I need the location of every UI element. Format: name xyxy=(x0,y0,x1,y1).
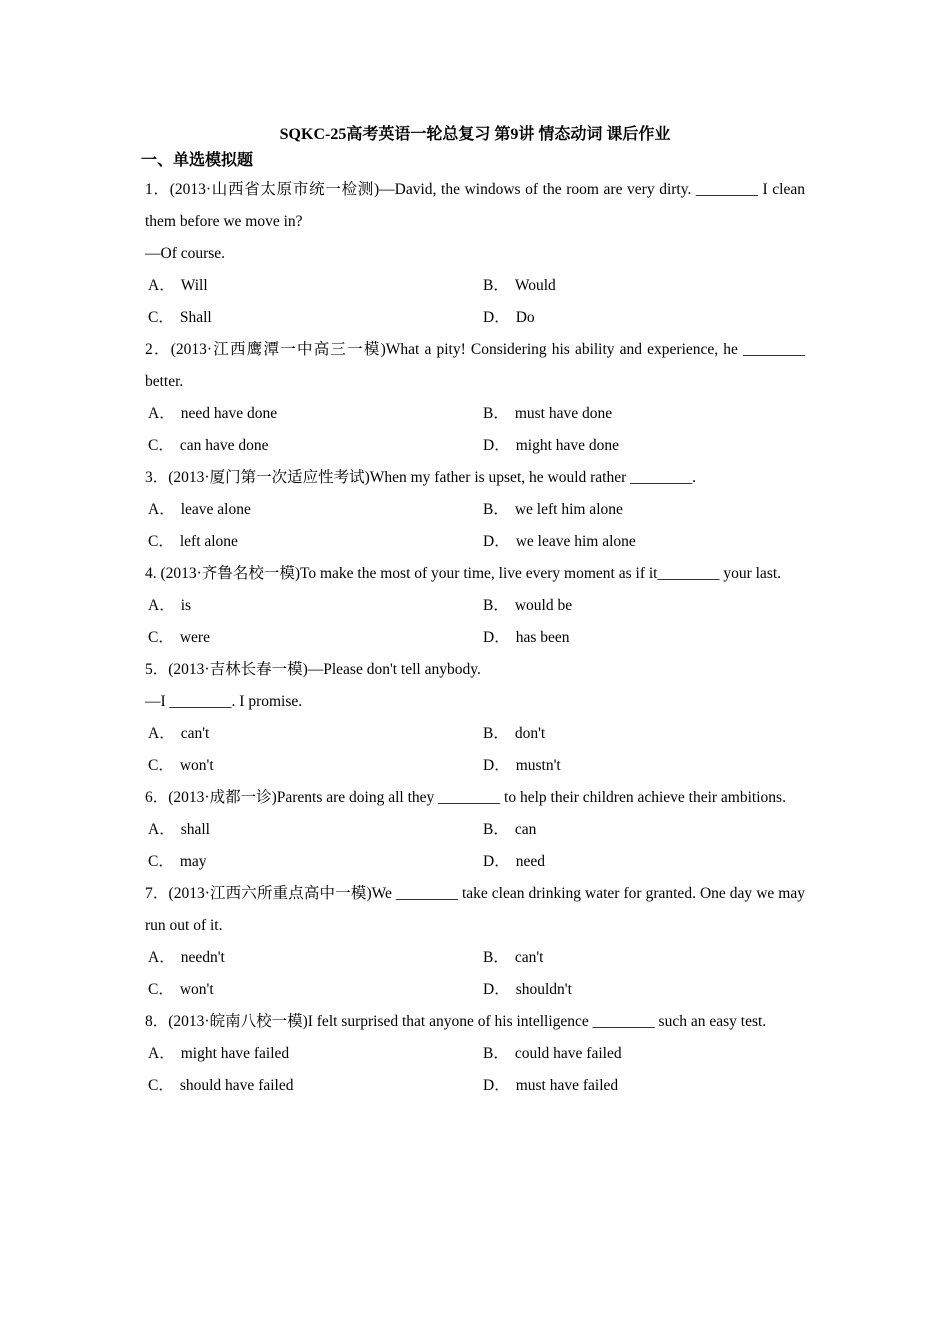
question-1-option-b xyxy=(480,270,805,302)
question-1-option-c xyxy=(145,302,480,334)
question-1 xyxy=(145,174,805,334)
question-6-option-b xyxy=(480,814,805,846)
option-label: B． xyxy=(483,949,509,966)
option-label: A． xyxy=(148,821,175,838)
question-5-option-c xyxy=(145,750,480,782)
option-text: has been xyxy=(515,629,570,646)
question-3-option-c xyxy=(145,526,480,558)
option-label: B． xyxy=(483,597,509,614)
option-label: A． xyxy=(148,1045,175,1062)
question-8-option-d xyxy=(480,1070,805,1102)
option-label: C． xyxy=(148,981,174,998)
question-2-option-b xyxy=(480,398,805,430)
options-grid xyxy=(145,1038,805,1102)
option-text: is xyxy=(180,597,192,614)
question-6 xyxy=(145,782,805,878)
option-text: needn't xyxy=(180,949,225,966)
question-text: 8．(2013·皖南八校一模)I felt surprised that anyone of his intelligence ________ such an easy test. xyxy=(145,1013,767,1030)
question-text: 1．(2013·山西省太原市统一检测)—David, the windows of the room are very dirty. ________ I clean them before we move in? xyxy=(145,181,805,230)
question-5-option-a xyxy=(145,718,480,750)
option-text: left alone xyxy=(179,533,238,550)
question-3-option-d xyxy=(480,526,805,558)
option-text: can have done xyxy=(179,437,269,454)
option-label: B． xyxy=(483,1045,509,1062)
option-text: need xyxy=(515,853,545,870)
option-text: won't xyxy=(179,981,214,998)
options-grid xyxy=(145,398,805,462)
question-7 xyxy=(145,878,805,1006)
question-8 xyxy=(145,1006,805,1102)
question-5 xyxy=(145,654,805,782)
question-text: 5．(2013·吉林长春一模)—Please don't tell anybody. xyxy=(145,661,481,678)
option-text: Shall xyxy=(179,309,212,326)
option-label: B． xyxy=(483,725,509,742)
option-label: C． xyxy=(148,1077,174,1094)
option-text: would be xyxy=(514,597,573,614)
option-text: can't xyxy=(514,949,544,966)
option-text: need have done xyxy=(180,405,278,422)
option-text: should have failed xyxy=(179,1077,294,1094)
option-label: A． xyxy=(148,725,175,742)
question-6-option-d xyxy=(480,846,805,878)
option-label: D． xyxy=(483,629,510,646)
question-text: 2．(2013·江西鹰潭一中高三一模)What a pity! Considering his ability and experience, he ________ better. xyxy=(145,341,805,390)
option-text: mustn't xyxy=(515,757,561,774)
question-2-option-a xyxy=(145,398,480,430)
option-label: D． xyxy=(483,853,510,870)
question-8-option-c xyxy=(145,1070,480,1102)
option-label: A． xyxy=(148,501,175,518)
question-text: —Of course. xyxy=(145,245,226,262)
option-text: must have done xyxy=(514,405,613,422)
options-grid xyxy=(145,942,805,1006)
option-label: A． xyxy=(148,405,175,422)
option-text: shouldn't xyxy=(515,981,572,998)
options-grid xyxy=(145,814,805,878)
option-label: C． xyxy=(148,437,174,454)
option-label: B． xyxy=(483,821,509,838)
question-7-option-b xyxy=(480,942,805,974)
option-text: might have done xyxy=(515,437,620,454)
question-1-option-a xyxy=(145,270,480,302)
option-label: D． xyxy=(483,309,510,326)
option-label: A． xyxy=(148,949,175,966)
option-text: can xyxy=(514,821,537,838)
option-label: C． xyxy=(148,309,174,326)
option-label: D． xyxy=(483,533,510,550)
question-6-option-c xyxy=(145,846,480,878)
question-4-option-d xyxy=(480,622,805,654)
option-label: C． xyxy=(148,757,174,774)
question-8-option-a xyxy=(145,1038,480,1070)
question-5-option-d xyxy=(480,750,805,782)
question-3-option-b xyxy=(480,494,805,526)
option-text: might have failed xyxy=(180,1045,290,1062)
question-3 xyxy=(145,462,805,558)
question-1-option-d xyxy=(480,302,805,334)
question-text: 3．(2013·厦门第一次适应性考试)When my father is upset, he would rather ________. xyxy=(145,469,697,486)
option-label: D． xyxy=(483,437,510,454)
question-2-option-c xyxy=(145,430,480,462)
question-2 xyxy=(145,334,805,462)
question-7-option-c xyxy=(145,974,480,1006)
question-5-option-b xyxy=(480,718,805,750)
option-text: Do xyxy=(515,309,535,326)
option-label: D． xyxy=(483,981,510,998)
option-text: Will xyxy=(180,277,208,294)
option-text: leave alone xyxy=(180,501,251,518)
question-text: —I ________. I promise. xyxy=(145,693,303,710)
option-text: Would xyxy=(514,277,556,294)
section-heading: 一、单选模拟题 xyxy=(141,152,254,169)
question-7-option-a xyxy=(145,942,480,974)
option-label: B． xyxy=(483,277,509,294)
question-3-option-a xyxy=(145,494,480,526)
option-text: could have failed xyxy=(514,1045,622,1062)
questions xyxy=(145,174,805,1102)
question-6-option-a xyxy=(145,814,480,846)
question-4-option-c xyxy=(145,622,480,654)
option-label: B． xyxy=(483,501,509,518)
option-text: can't xyxy=(180,725,210,742)
option-label: A． xyxy=(148,277,175,294)
option-text: don't xyxy=(514,725,546,742)
document-title: SQKC-25高考英语一轮总复习 第9讲 情态动词 课后作业 xyxy=(279,126,671,143)
question-text: 7．(2013·江西六所重点高中一模)We ________ take clean drinking water for granted. One day we may run out of it. xyxy=(145,885,805,934)
option-label: D． xyxy=(483,757,510,774)
option-label: C． xyxy=(148,533,174,550)
question-4-option-a xyxy=(145,590,480,622)
option-label: C． xyxy=(148,853,174,870)
option-text: were xyxy=(179,629,210,646)
option-label: A． xyxy=(148,597,175,614)
options-grid xyxy=(145,718,805,782)
option-text: must have failed xyxy=(515,1077,619,1094)
question-2-option-d xyxy=(480,430,805,462)
option-text: may xyxy=(179,853,207,870)
options-grid xyxy=(145,270,805,334)
option-label: D． xyxy=(483,1077,510,1094)
option-text: shall xyxy=(180,821,210,838)
option-text: we left him alone xyxy=(514,501,623,518)
option-label: C． xyxy=(148,629,174,646)
options-grid xyxy=(145,590,805,654)
question-4 xyxy=(145,558,805,654)
question-8-option-b xyxy=(480,1038,805,1070)
question-text: 6．(2013·成都一诊)Parents are doing all they ________ to help their children achieve their ambitions. xyxy=(145,789,786,806)
option-text: won't xyxy=(179,757,214,774)
question-7-option-d xyxy=(480,974,805,1006)
question-4-option-b xyxy=(480,590,805,622)
option-text: we leave him alone xyxy=(515,533,636,550)
option-label: B． xyxy=(483,405,509,422)
question-text: 4. (2013·齐鲁名校一模)To make the most of your time, live every moment as if it________ your last. xyxy=(145,565,782,582)
options-grid xyxy=(145,494,805,558)
